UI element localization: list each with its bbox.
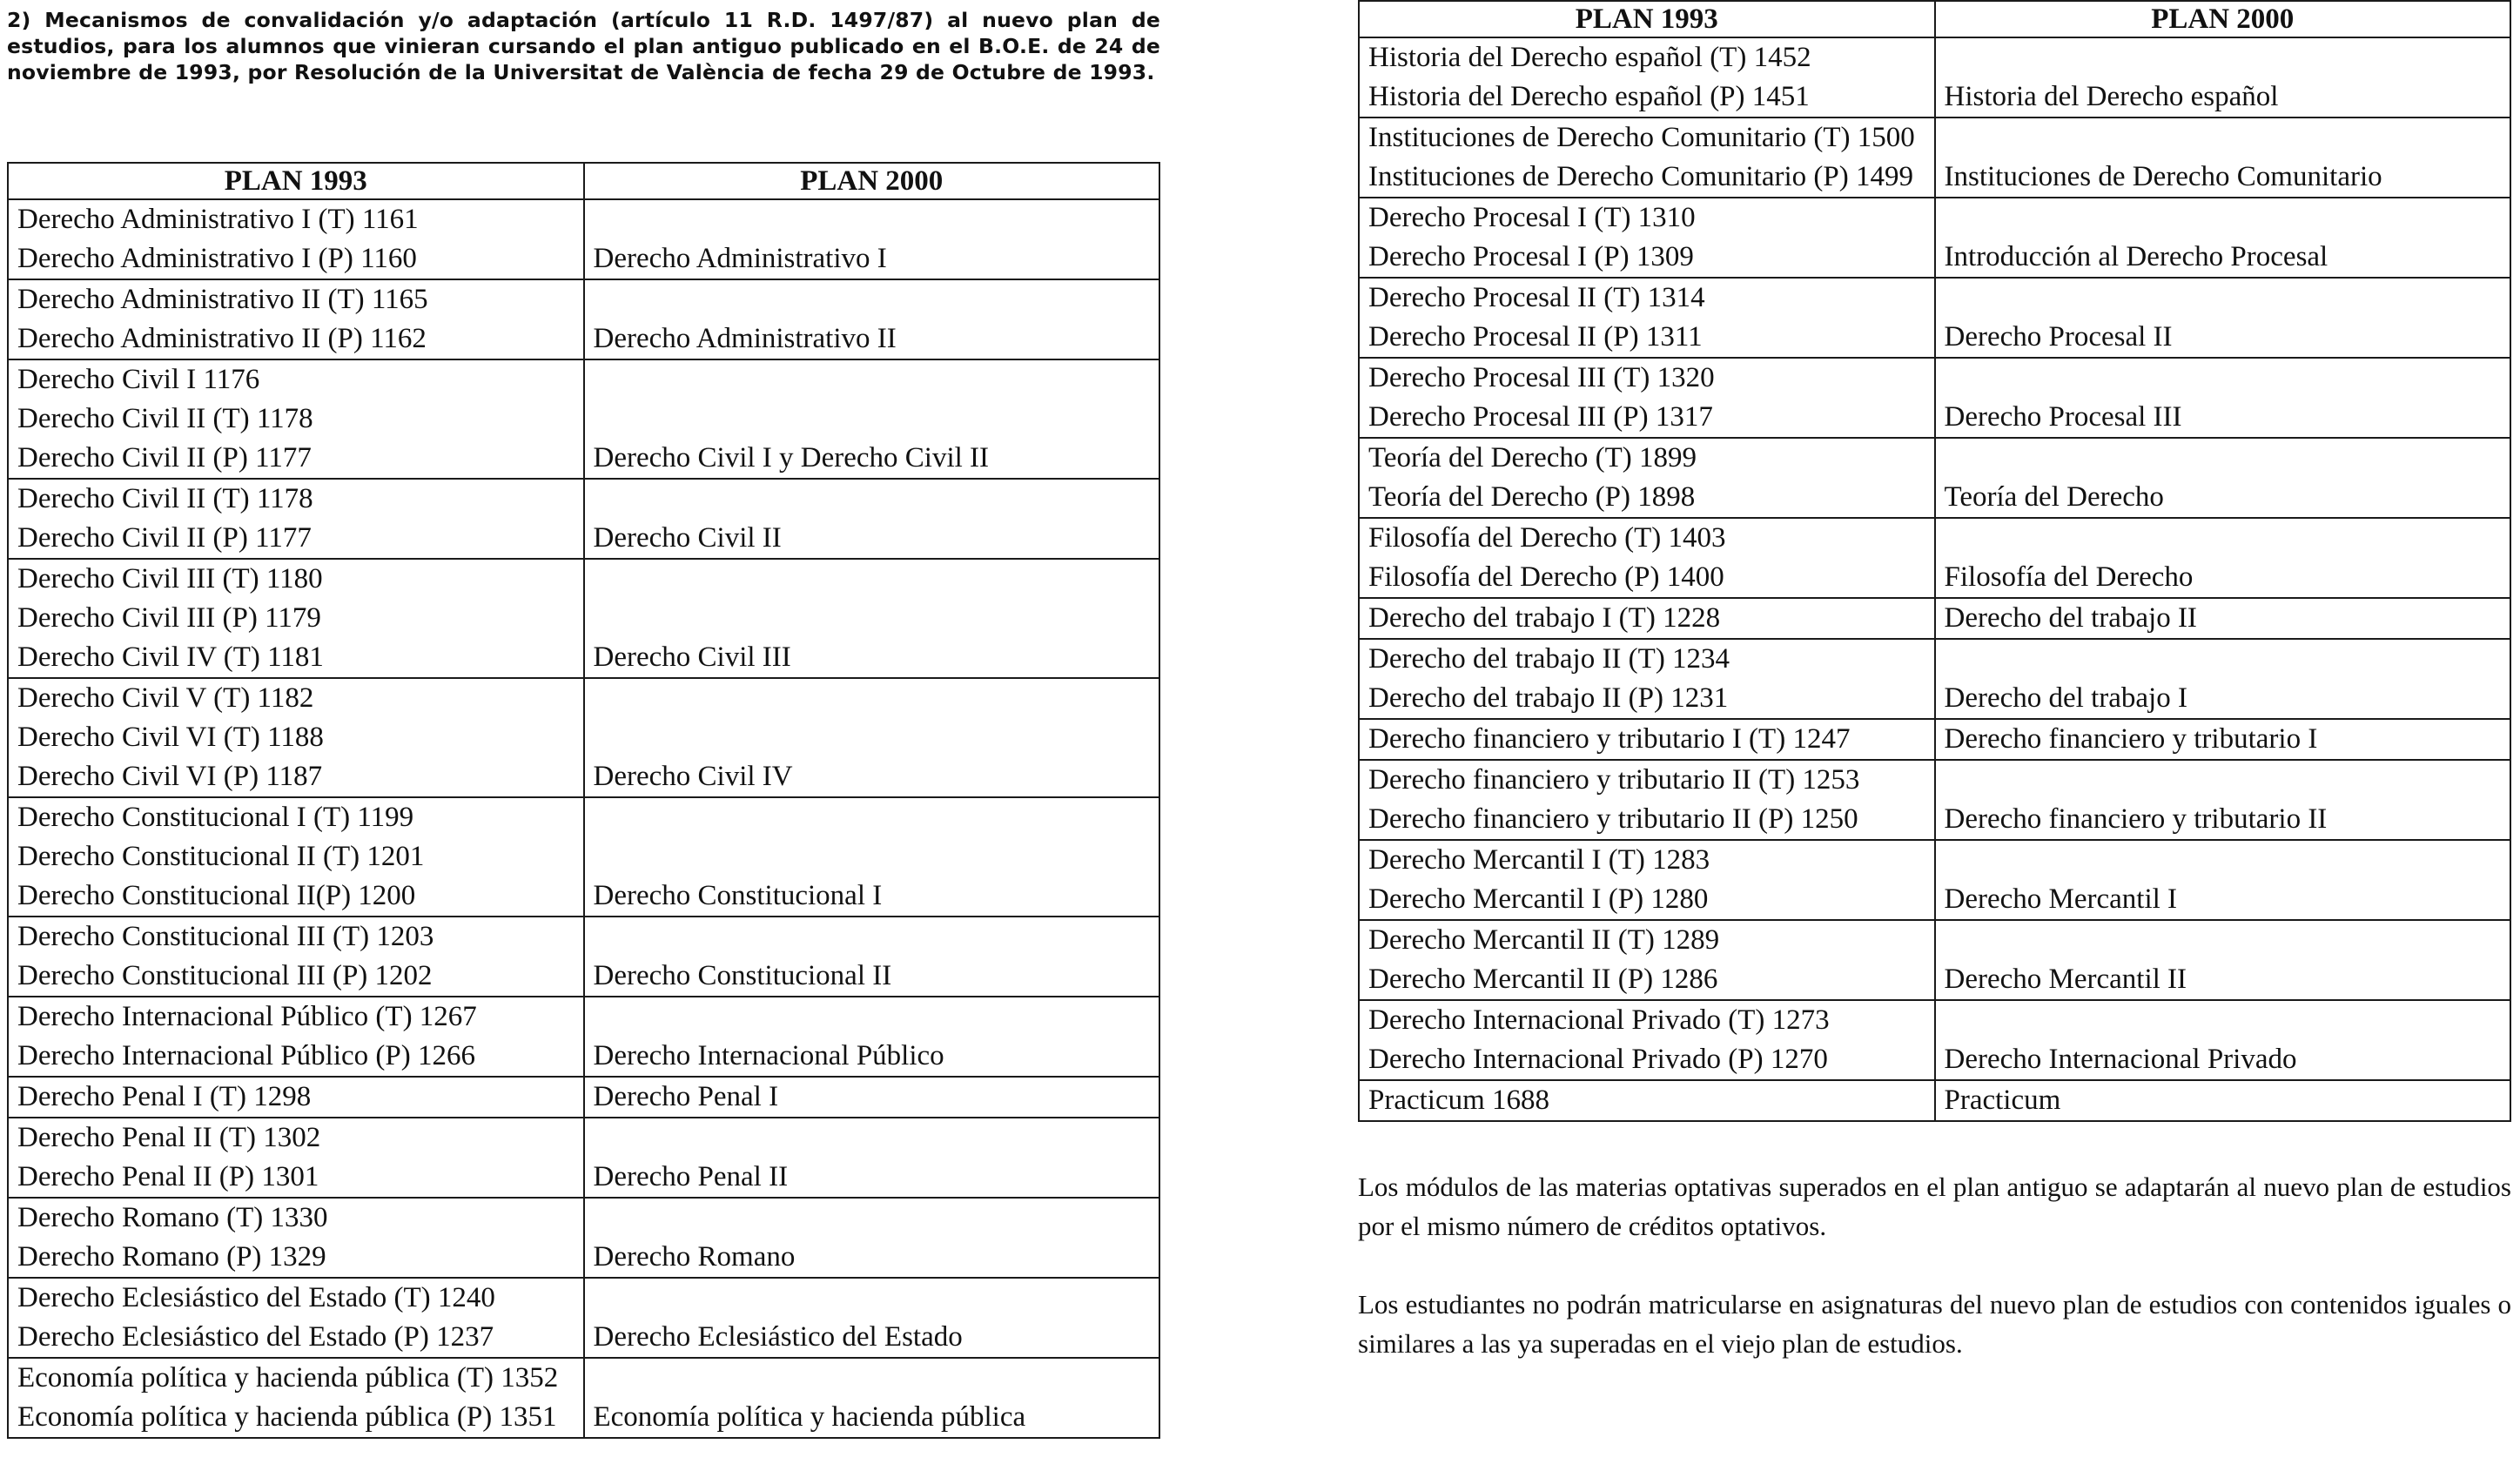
table-row	[8, 199, 1159, 279]
plan-2000-subject: Economía política y hacienda pública	[593, 1401, 1026, 1433]
table-row	[1359, 518, 2510, 598]
table-row	[8, 1278, 1159, 1358]
plan-1993-cell	[8, 279, 584, 359]
plan-1993-cell	[8, 797, 584, 917]
plan-2000-subject: Derecho Procesal III	[1944, 401, 2182, 433]
plan-1993-subject: Derecho Internacional Público (T) 1267	[17, 1001, 477, 1032]
plan-2000-subject: Derecho del trabajo II	[1944, 602, 2197, 634]
plan-1993-subject: Practicum 1688	[1368, 1085, 1550, 1116]
plan-2000-cell	[584, 1077, 1160, 1118]
plan-1993-subject: Filosofía del Derecho (P) 1400	[1368, 561, 1724, 593]
plan-1993-cell	[8, 199, 584, 279]
plan-1993-cell	[8, 359, 584, 479]
right-column	[1358, 0, 2511, 1363]
header-plan-2000: PLAN 2000	[1935, 1, 2511, 37]
plan-2000-cell	[1935, 598, 2511, 639]
plan-2000-subject: Derecho financiero y tributario I	[1944, 723, 2318, 755]
plan-1993-cell	[8, 1077, 584, 1118]
plan-2000-cell	[584, 1118, 1160, 1198]
notes	[1358, 1167, 2511, 1363]
plan-2000-subject: Derecho Romano	[593, 1241, 796, 1273]
plan-2000-cell	[1935, 118, 2511, 198]
plan-1993-subject: Derecho Civil VI (T) 1188	[17, 722, 324, 753]
plan-2000-cell	[584, 199, 1160, 279]
plan-1993-cell	[1359, 358, 1935, 438]
plan-1993-subject: Derecho Administrativo II (P) 1162	[17, 323, 427, 354]
convalidation-table-right	[1358, 0, 2511, 1122]
plan-1993-subject: Derecho Eclesiástico del Estado (T) 1240	[17, 1282, 495, 1313]
header-plan-2000: PLAN 2000	[584, 163, 1160, 199]
plan-2000-cell	[1935, 840, 2511, 920]
plan-2000-cell	[584, 678, 1160, 797]
plan-1993-subject: Instituciones de Derecho Comunitario (P) 1499	[1368, 161, 1913, 192]
plan-1993-cell	[8, 678, 584, 797]
table-row	[1359, 639, 2510, 719]
plan-2000-cell	[584, 479, 1160, 559]
plan-1993-subject: Derecho Civil II (T) 1178	[17, 483, 313, 514]
plan-2000-cell	[584, 1198, 1160, 1278]
plan-1993-cell	[8, 479, 584, 559]
plan-1993-subject: Derecho Administrativo I (T) 1161	[17, 204, 419, 235]
plan-1993-subject: Derecho Constitucional III (P) 1202	[17, 960, 433, 991]
plan-2000-subject: Derecho Penal I	[593, 1081, 779, 1112]
plan-1993-subject: Instituciones de Derecho Comunitario (T) 1500	[1368, 122, 1915, 153]
plan-1993-subject: Derecho Romano (P) 1329	[17, 1241, 326, 1273]
plan-1993-subject: Derecho Mercantil I (P) 1280	[1368, 883, 1709, 915]
plan-1993-subject: Derecho del trabajo II (T) 1234	[1368, 643, 1730, 675]
plan-1993-subject: Historia del Derecho español (T) 1452	[1368, 42, 1811, 73]
plan-2000-subject: Derecho Civil III	[593, 641, 791, 673]
plan-1993-cell	[8, 559, 584, 678]
header-plan-1993: PLAN 1993	[1359, 1, 1935, 37]
plan-1993-subject: Derecho Penal I (T) 1298	[17, 1081, 312, 1112]
plan-1993-subject: Derecho Civil V (T) 1182	[17, 682, 314, 714]
plan-2000-cell	[584, 797, 1160, 917]
plan-1993-subject: Derecho Procesal III (P) 1317	[1368, 401, 1713, 433]
plan-1993-subject: Economía política y hacienda pública (P) 1351	[17, 1401, 557, 1433]
plan-1993-subject: Derecho Mercantil II (P) 1286	[1368, 964, 1718, 995]
plan-1993-subject: Derecho Procesal I (T) 1310	[1368, 202, 1696, 233]
table-row	[8, 1358, 1159, 1438]
plan-1993-cell	[1359, 1080, 1935, 1121]
plan-1993-cell	[1359, 639, 1935, 719]
table-row	[1359, 118, 2510, 198]
plan-1993-cell	[8, 917, 584, 997]
plan-1993-cell	[1359, 278, 1935, 358]
plan-1993-subject: Derecho Administrativo II (T) 1165	[17, 284, 428, 315]
header-plan-1993: PLAN 1993	[8, 163, 584, 199]
plan-1993-cell	[1359, 1000, 1935, 1080]
plan-1993-cell	[8, 1358, 584, 1438]
plan-2000-cell	[1935, 760, 2511, 840]
table-row	[8, 279, 1159, 359]
plan-2000-subject: Derecho Constitucional II	[593, 960, 892, 991]
table-row	[1359, 1080, 2510, 1121]
plan-1993-subject: Derecho Constitucional I (T) 1199	[17, 802, 414, 833]
plan-2000-cell	[1935, 1080, 2511, 1121]
plan-2000-subject: Derecho Eclesiástico del Estado	[593, 1321, 963, 1353]
plan-1993-subject: Teoría del Derecho (P) 1898	[1368, 481, 1696, 513]
table-row	[1359, 438, 2510, 518]
plan-1993-subject: Derecho financiero y tributario II (P) 1250	[1368, 803, 1858, 835]
left-column	[7, 7, 1160, 1439]
plan-1993-subject: Derecho Internacional Privado (P) 1270	[1368, 1044, 1828, 1075]
plan-2000-subject: Filosofía del Derecho	[1944, 561, 2194, 593]
plan-2000-cell	[1935, 518, 2511, 598]
plan-1993-cell	[1359, 518, 1935, 598]
plan-1993-subject: Derecho Eclesiástico del Estado (P) 1237	[17, 1321, 494, 1353]
plan-2000-cell	[584, 559, 1160, 678]
table-row	[8, 1198, 1159, 1278]
plan-1993-cell	[1359, 118, 1935, 198]
plan-1993-cell	[1359, 719, 1935, 760]
plan-2000-cell	[584, 1358, 1160, 1438]
plan-2000-subject: Derecho Civil I y Derecho Civil II	[593, 442, 990, 473]
plan-1993-cell	[8, 1278, 584, 1358]
table-row	[1359, 37, 2510, 118]
table-row	[8, 479, 1159, 559]
plan-1993-subject: Derecho Internacional Público (P) 1266	[17, 1040, 476, 1071]
plan-1993-subject: Derecho Civil III (P) 1179	[17, 602, 321, 634]
plan-2000-subject: Instituciones de Derecho Comunitario	[1944, 161, 2382, 192]
table-row	[8, 797, 1159, 917]
plan-1993-subject: Historia del Derecho español (P) 1451	[1368, 81, 1810, 112]
plan-1993-subject: Derecho Civil IV (T) 1181	[17, 641, 324, 673]
table-row	[8, 359, 1159, 479]
plan-1993-subject: Derecho Mercantil I (T) 1283	[1368, 844, 1710, 876]
table-row	[1359, 920, 2510, 1000]
plan-1993-subject: Derecho Procesal II (P) 1311	[1368, 321, 1703, 353]
table-row	[8, 1077, 1159, 1118]
plan-2000-cell	[1935, 438, 2511, 518]
plan-2000-subject: Derecho Civil IV	[593, 761, 793, 792]
plan-2000-cell	[584, 359, 1160, 479]
plan-1993-cell	[1359, 920, 1935, 1000]
plan-2000-cell	[1935, 719, 2511, 760]
plan-2000-subject: Derecho Constitucional I	[593, 880, 883, 911]
table-row	[1359, 719, 2510, 760]
plan-2000-cell	[1935, 358, 2511, 438]
plan-1993-subject: Derecho Procesal III (T) 1320	[1368, 362, 1715, 393]
table-row	[1359, 278, 2510, 358]
table-row	[8, 559, 1159, 678]
plan-2000-subject: Derecho Administrativo II	[593, 323, 897, 354]
table-left-body	[8, 199, 1159, 1438]
plan-1993-cell	[8, 1198, 584, 1278]
plan-2000-cell	[1935, 1000, 2511, 1080]
plan-2000-cell	[1935, 278, 2511, 358]
note-optional-modules: Los módulos de las materias optativas superados en el plan antiguo se adaptarán al nuevo plan de estudios por el mismo número de créditos optativos.	[1358, 1172, 2511, 1241]
plan-1993-subject: Derecho Administrativo I (P) 1160	[17, 243, 417, 274]
table-row	[8, 1118, 1159, 1198]
plan-1993-cell	[8, 1118, 584, 1198]
plan-2000-subject: Derecho Mercantil I	[1944, 883, 2178, 915]
plan-1993-subject: Derecho Constitucional III (T) 1203	[17, 921, 434, 952]
plan-2000-subject: Derecho del trabajo I	[1944, 682, 2187, 714]
plan-2000-subject: Derecho Procesal II	[1944, 321, 2173, 353]
plan-1993-cell	[1359, 198, 1935, 278]
plan-1993-cell	[1359, 840, 1935, 920]
plan-1993-subject: Derecho Civil I 1176	[17, 364, 260, 395]
table-row	[1359, 760, 2510, 840]
plan-1993-cell	[1359, 760, 1935, 840]
plan-1993-subject: Economía política y hacienda pública (T) 1352	[17, 1362, 559, 1393]
plan-1993-subject: Derecho del trabajo I (T) 1228	[1368, 602, 1721, 634]
table-row	[8, 917, 1159, 997]
note-enrollment-restriction: Los estudiantes no podrán matricularse en asignaturas del nuevo plan de estudios con contenidos iguales o similares a las ya superadas en el viejo plan de estudios.	[1358, 1289, 2511, 1359]
plan-1993-subject: Derecho Romano (T) 1330	[17, 1202, 328, 1233]
plan-2000-cell	[584, 1278, 1160, 1358]
table-right-body	[1359, 37, 2510, 1121]
plan-2000-subject: Introducción al Derecho Procesal	[1944, 241, 2328, 272]
plan-1993-subject: Derecho del trabajo II (P) 1231	[1368, 682, 1729, 714]
section-heading: 2) Mecanismos de convalidación y/o adaptación (artículo 11 R.D. 1497/87) al nuevo plan de estudios, para los alumnos que vinieran cursando el plan antiguo publicado en el B.O.E. de 24 de noviembre de 1993, por Resolución de la Universitat de València de fecha 29 de Octubre de 1993.	[7, 8, 1160, 84]
plan-2000-subject: Derecho Administrativo I	[593, 243, 887, 274]
plan-2000-cell	[1935, 198, 2511, 278]
plan-2000-subject: Derecho Penal II	[593, 1161, 789, 1192]
table-row	[1359, 598, 2510, 639]
plan-2000-cell	[1935, 639, 2511, 719]
plan-1993-subject: Teoría del Derecho (T) 1899	[1368, 442, 1697, 473]
table-header-row	[1359, 1, 2510, 37]
table-row	[8, 997, 1159, 1077]
table-row	[1359, 198, 2510, 278]
plan-2000-cell	[1935, 37, 2511, 118]
plan-1993-subject: Derecho financiero y tributario II (T) 1253	[1368, 764, 1860, 796]
plan-2000-subject: Teoría del Derecho	[1944, 481, 2164, 513]
plan-1993-subject: Derecho financiero y tributario I (T) 1247	[1368, 723, 1851, 755]
plan-1993-cell	[1359, 598, 1935, 639]
plan-1993-subject: Derecho Constitucional II(P) 1200	[17, 880, 416, 911]
plan-2000-cell	[584, 997, 1160, 1077]
convalidation-table-left	[7, 162, 1160, 1439]
plan-1993-subject: Filosofía del Derecho (T) 1403	[1368, 522, 1726, 554]
plan-2000-cell	[584, 917, 1160, 997]
plan-2000-subject: Derecho Mercantil II	[1944, 964, 2187, 995]
plan-2000-cell	[584, 279, 1160, 359]
plan-1993-subject: Derecho Procesal I (P) 1309	[1368, 241, 1694, 272]
plan-1993-subject: Derecho Constitucional II (T) 1201	[17, 841, 425, 872]
plan-1993-subject: Derecho Penal II (P) 1301	[17, 1161, 319, 1192]
plan-1993-subject: Derecho Procesal II (T) 1314	[1368, 282, 1705, 313]
plan-2000-cell	[1935, 920, 2511, 1000]
plan-1993-subject: Derecho Internacional Privado (T) 1273	[1368, 1004, 1830, 1036]
plan-1993-subject: Derecho Civil III (T) 1180	[17, 563, 323, 594]
table-row	[1359, 1000, 2510, 1080]
table-header-row	[8, 163, 1159, 199]
plan-1993-subject: Derecho Civil II (P) 1177	[17, 522, 312, 554]
plan-1993-subject: Derecho Penal II (T) 1302	[17, 1122, 321, 1153]
plan-1993-cell	[8, 997, 584, 1077]
plan-2000-subject: Derecho Internacional Público	[593, 1040, 944, 1071]
plan-2000-subject: Derecho Internacional Privado	[1944, 1044, 2297, 1075]
plan-1993-subject: Derecho Civil II (T) 1178	[17, 403, 313, 434]
plan-2000-subject: Historia del Derecho español	[1944, 81, 2279, 112]
plan-1993-subject: Derecho Mercantil II (T) 1289	[1368, 924, 1720, 956]
table-row	[8, 678, 1159, 797]
plan-1993-subject: Derecho Civil VI (P) 1187	[17, 761, 323, 792]
plan-1993-subject: Derecho Civil II (P) 1177	[17, 442, 312, 473]
table-row	[1359, 840, 2510, 920]
table-row	[1359, 358, 2510, 438]
plan-2000-subject: Derecho financiero y tributario II	[1944, 803, 2328, 835]
plan-1993-cell	[1359, 438, 1935, 518]
plan-2000-subject: Practicum	[1944, 1085, 2061, 1116]
plan-1993-cell	[1359, 37, 1935, 118]
plan-2000-subject: Derecho Civil II	[593, 522, 782, 554]
